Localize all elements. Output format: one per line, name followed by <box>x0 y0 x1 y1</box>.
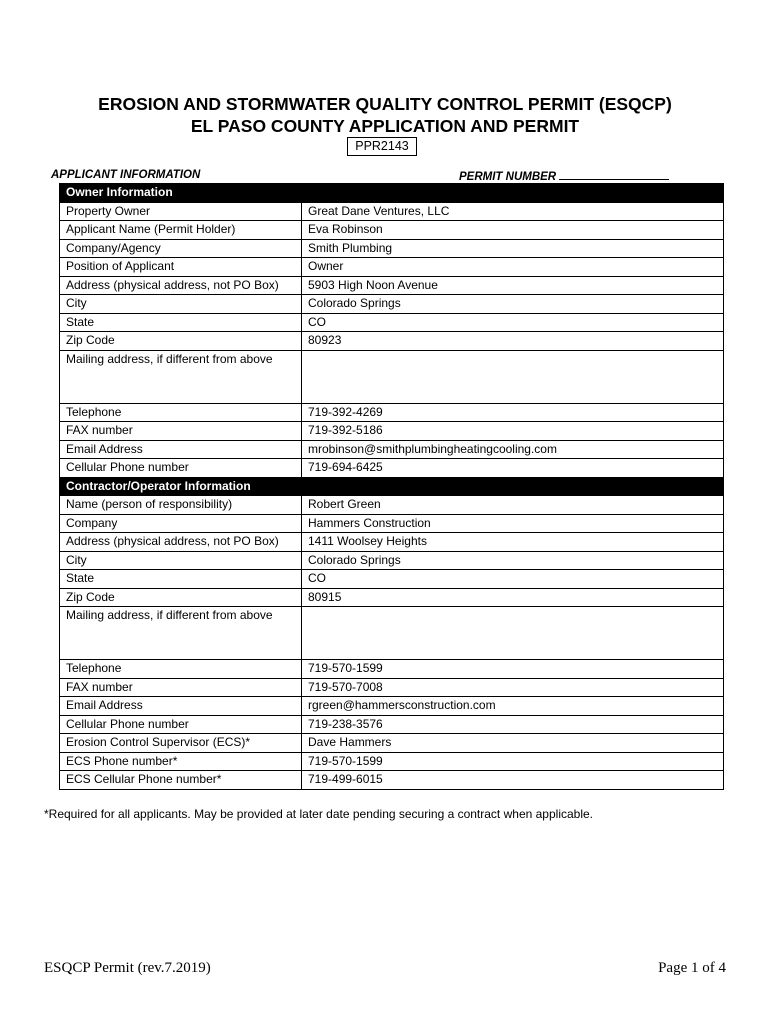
field-label: Email Address <box>60 440 302 459</box>
form-row <box>60 678 724 697</box>
field-label: Address (physical address, not PO Box) <box>60 276 302 295</box>
field-label: Zip Code <box>60 588 302 607</box>
field-value: 719-392-4269 <box>302 403 724 422</box>
field-label: City <box>60 551 302 570</box>
form-row <box>60 588 724 607</box>
form-row <box>60 570 724 589</box>
permit-number-blank <box>559 169 669 180</box>
section-title: Contractor/Operator Information <box>60 477 302 496</box>
permit-number-label: PERMIT NUMBER <box>459 171 557 183</box>
field-value: 5903 High Noon Avenue <box>302 276 724 295</box>
field-value: 719-570-7008 <box>302 678 724 697</box>
applicant-information-heading: APPLICANT INFORMATION <box>51 169 201 181</box>
field-value: 719-570-1599 <box>302 660 724 679</box>
field-label: ECS Phone number* <box>60 752 302 771</box>
field-value <box>302 350 724 403</box>
reference-box: PPR2143 <box>347 137 417 156</box>
form-row <box>60 496 724 515</box>
field-value: 719-570-1599 <box>302 752 724 771</box>
field-value: Owner <box>302 258 724 277</box>
form-row <box>60 752 724 771</box>
footer-page-number: Page 1 of 4 <box>658 960 726 976</box>
form-row <box>60 551 724 570</box>
form-row <box>60 514 724 533</box>
field-label: Zip Code <box>60 332 302 351</box>
form-row <box>60 403 724 422</box>
document-subtitle: EL PASO COUNTY APPLICATION AND PERMIT <box>190 116 580 136</box>
form-row <box>60 202 724 221</box>
field-label: Position of Applicant <box>60 258 302 277</box>
field-label: Email Address <box>60 697 302 716</box>
form-row <box>60 239 724 258</box>
section-title-blank <box>302 477 724 496</box>
form-row <box>60 697 724 716</box>
form-row <box>60 459 724 478</box>
form-row <box>60 221 724 240</box>
field-label: Cellular Phone number <box>60 459 302 478</box>
field-label: FAX number <box>60 422 302 441</box>
field-value: Hammers Construction <box>302 514 724 533</box>
field-value: Robert Green <box>302 496 724 515</box>
field-value: 719-499-6015 <box>302 771 724 790</box>
field-label: FAX number <box>60 678 302 697</box>
form-row <box>60 295 724 314</box>
field-label: Address (physical address, not PO Box) <box>60 533 302 552</box>
form-row <box>60 734 724 753</box>
permit-number-field <box>459 169 669 183</box>
field-label: Telephone <box>60 403 302 422</box>
field-value: CO <box>302 313 724 332</box>
field-value: Smith Plumbing <box>302 239 724 258</box>
field-value: Eva Robinson <box>302 221 724 240</box>
field-label: ECS Cellular Phone number* <box>60 771 302 790</box>
footer-form-id: ESQCP Permit (rev.7.2019) <box>44 960 211 976</box>
field-value <box>302 607 724 660</box>
section-title: Owner Information <box>60 184 302 203</box>
form-row <box>60 332 724 351</box>
field-value: Dave Hammers <box>302 734 724 753</box>
form-row <box>60 607 724 660</box>
field-value: 719-392-5186 <box>302 422 724 441</box>
form-row <box>60 350 724 403</box>
field-value: 80915 <box>302 588 724 607</box>
applicant-form-table <box>59 183 724 790</box>
field-label: Mailing address, if different from above <box>60 607 302 660</box>
field-label: Company/Agency <box>60 239 302 258</box>
field-label: Erosion Control Supervisor (ECS)* <box>60 734 302 753</box>
field-value: rgreen@hammersconstruction.com <box>302 697 724 716</box>
field-label: Property Owner <box>60 202 302 221</box>
field-value: 719-238-3576 <box>302 715 724 734</box>
document-title: EROSION AND STORMWATER QUALITY CONTROL PERMIT (ESQCP) <box>98 94 672 114</box>
field-label: Name (person of responsibility) <box>60 496 302 515</box>
contractor-section-header <box>60 477 724 496</box>
field-value: 1411 Woolsey Heights <box>302 533 724 552</box>
form-row <box>60 440 724 459</box>
field-value: Colorado Springs <box>302 551 724 570</box>
field-value: CO <box>302 570 724 589</box>
owner-section-header <box>60 184 724 203</box>
field-value: 719-694-6425 <box>302 459 724 478</box>
form-row <box>60 771 724 790</box>
field-label: Mailing address, if different from above <box>60 350 302 403</box>
field-label: State <box>60 570 302 589</box>
form-row <box>60 276 724 295</box>
field-value: Great Dane Ventures, LLC <box>302 202 724 221</box>
field-value: Colorado Springs <box>302 295 724 314</box>
field-value: 80923 <box>302 332 724 351</box>
field-label: State <box>60 313 302 332</box>
form-row <box>60 258 724 277</box>
field-label: Cellular Phone number <box>60 715 302 734</box>
form-row <box>60 313 724 332</box>
field-value: mrobinson@smithplumbingheatingcooling.com <box>302 440 724 459</box>
form-row <box>60 715 724 734</box>
form-row <box>60 422 724 441</box>
field-label: City <box>60 295 302 314</box>
footnote: *Required for all applicants. May be provided at later date pending securing a contract when applicable. <box>44 807 593 821</box>
field-label: Telephone <box>60 660 302 679</box>
field-label: Applicant Name (Permit Holder) <box>60 221 302 240</box>
form-row <box>60 660 724 679</box>
section-title-blank <box>302 184 724 203</box>
field-label: Company <box>60 514 302 533</box>
form-row <box>60 533 724 552</box>
